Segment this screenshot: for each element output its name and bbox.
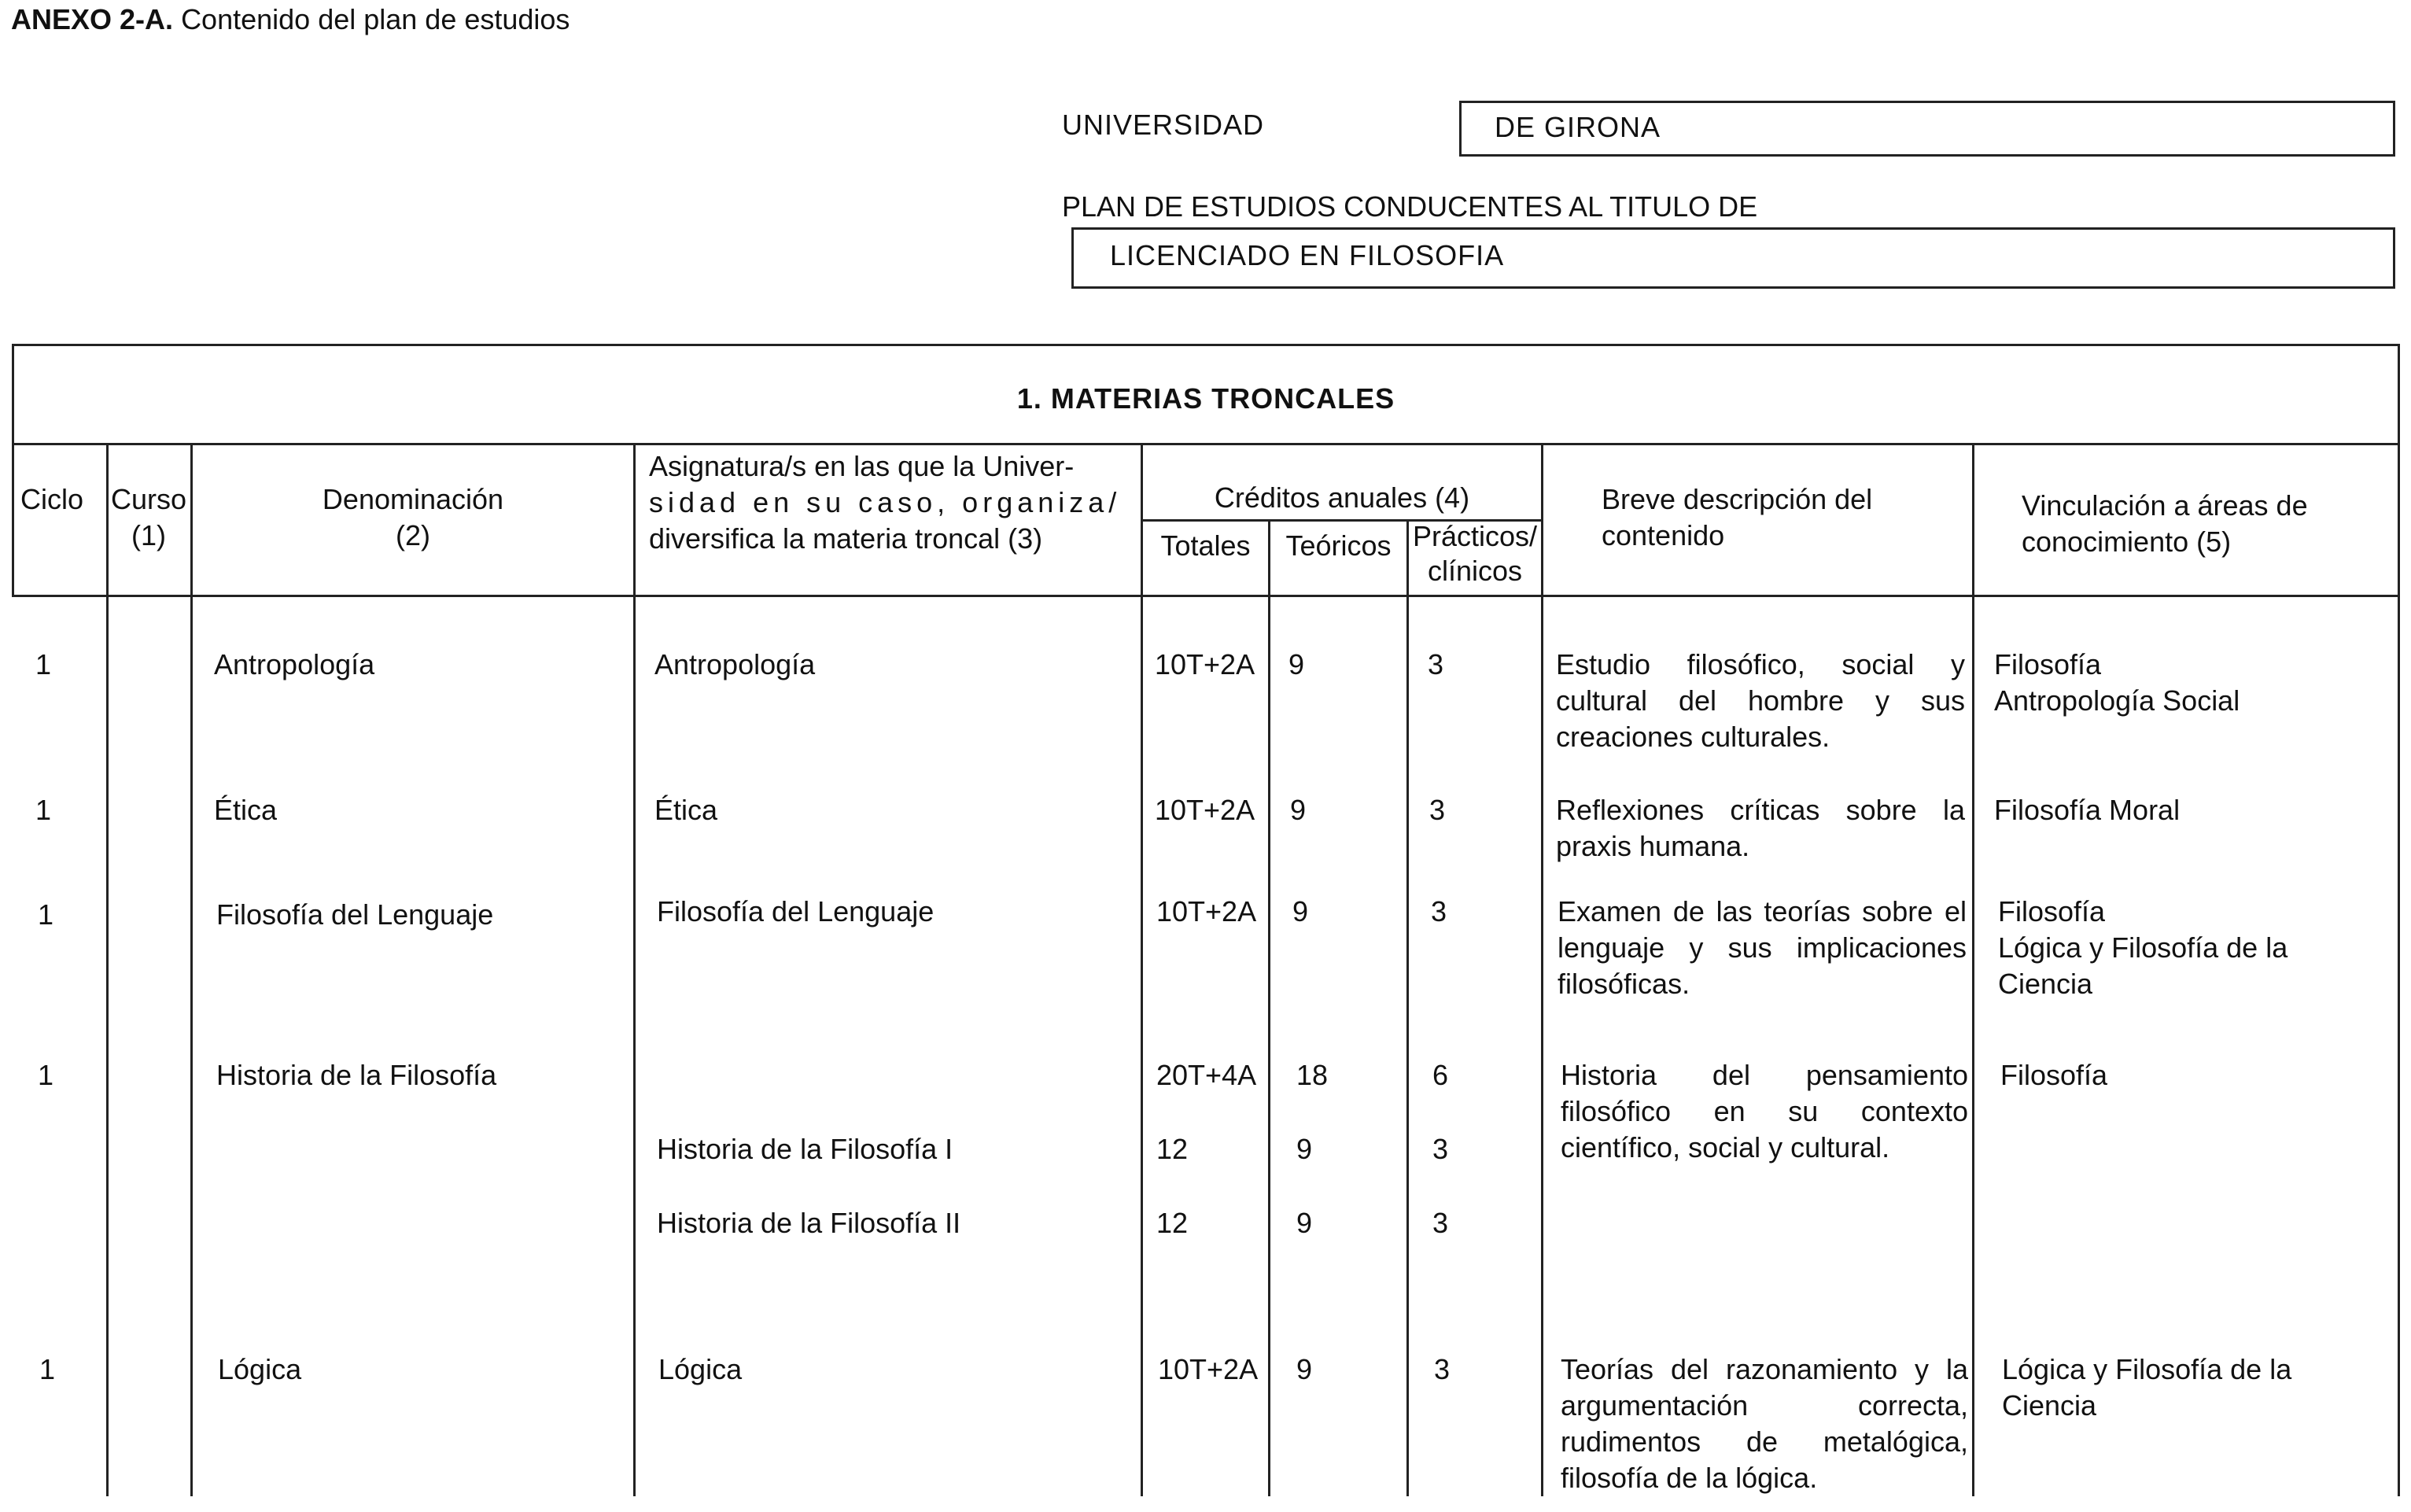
row-teoricos: 9 xyxy=(1296,1207,1313,1239)
col-header-descripcion-line2: contenido xyxy=(1602,519,1725,551)
annex-title: Contenido del plan de estudios xyxy=(181,3,570,35)
col-sep-curso xyxy=(190,443,193,1496)
row-teoricos: 18 xyxy=(1296,1059,1329,1091)
row-descripcion: Examen de las teorías sobre el lenguaje y sus implicaciones filosóficas. xyxy=(1558,895,1967,1000)
row-totales: 12 xyxy=(1156,1133,1189,1165)
row-teoricos: 9 xyxy=(1292,895,1309,927)
row-descripcion: Reflexiones críticas sobre la praxis humana. xyxy=(1556,794,1965,862)
row-totales: 10T+2A xyxy=(1158,1353,1259,1385)
row-practicos: 3 xyxy=(1432,1207,1449,1239)
col-header-teoricos: Teóricos xyxy=(1285,529,1392,562)
row-totales: 10T+2A xyxy=(1156,895,1257,927)
row-asignatura: Historia de la Filosofía II xyxy=(657,1207,961,1239)
university-value: DE GIRONA xyxy=(1495,111,1661,143)
row-practicos: 3 xyxy=(1429,794,1446,826)
title-bottom-border xyxy=(12,443,2400,445)
row-teoricos: 9 xyxy=(1296,1133,1313,1165)
row-vinculacion xyxy=(2002,1352,2392,1424)
row-vinculacion-area: Filosofía Moral xyxy=(1994,794,2181,826)
col-header-asignatura xyxy=(649,448,1121,557)
col-header-denominacion-label: Denominación xyxy=(322,483,504,515)
row-vinculacion-area: Filosofía xyxy=(2000,1059,2108,1091)
col-header-curso-note: (1) xyxy=(131,519,166,551)
row-totales: 20T+4A xyxy=(1156,1059,1257,1091)
col-sep-teoricos xyxy=(1406,519,1409,1496)
col-header-practicos-label: Prácticos/ xyxy=(1412,520,1538,552)
row-practicos: 3 xyxy=(1428,648,1444,680)
row-denominacion: Filosofía del Lenguaje xyxy=(216,898,494,931)
row-vinculacion-area: Filosofía xyxy=(1994,648,2102,680)
col-sep-ciclo xyxy=(106,443,109,1496)
row-ciclo: 1 xyxy=(39,1353,56,1385)
row-practicos: 3 xyxy=(1431,895,1447,927)
row-ciclo: 1 xyxy=(38,1059,54,1091)
header-left-border xyxy=(12,443,14,597)
row-asignatura: Ética xyxy=(654,794,718,826)
table-top-border xyxy=(12,344,2400,346)
row-teoricos: 9 xyxy=(1288,648,1305,680)
col-header-vinculacion-line2: conocimiento (5) xyxy=(2022,526,2232,558)
row-practicos: 3 xyxy=(1432,1133,1449,1165)
row-denominacion: Historia de la Filosofía xyxy=(216,1059,497,1091)
col-header-denominacion xyxy=(193,481,633,554)
col-header-asignatura-line2: sidad en su caso, organiza/ xyxy=(649,486,1122,518)
col-header-descripcion xyxy=(1602,481,1872,554)
col-header-clinicos-label: clínicos xyxy=(1427,555,1523,587)
row-vinculacion-area: Antropología Social xyxy=(1994,684,2240,717)
plan-label: PLAN DE ESTUDIOS CONDUCENTES AL TITULO DE xyxy=(1062,190,1758,223)
col-header-ciclo: Ciclo xyxy=(20,483,84,515)
row-vinculacion xyxy=(2000,1057,2107,1093)
col-sep-totales xyxy=(1268,519,1270,1496)
annex-label: ANEXO 2-A. xyxy=(11,3,174,35)
col-header-denominacion-note: (2) xyxy=(396,519,430,551)
col-header-vinculacion-line1: Vinculación a áreas de xyxy=(2022,489,2308,522)
row-practicos: 3 xyxy=(1434,1353,1451,1385)
row-totales: 10T+2A xyxy=(1155,794,1255,826)
university-label: UNIVERSIDAD xyxy=(1062,109,1265,141)
row-ciclo: 1 xyxy=(35,648,52,680)
row-vinculacion-area: Lógica y Filosofía de la Ciencia xyxy=(1998,931,2288,1000)
row-descripcion: Historia del pensamiento filosófico en su contexto científico, social y cultural. xyxy=(1561,1059,1968,1164)
table-title: 1. MATERIAS TRONCALES xyxy=(1016,382,1395,415)
table-right-border xyxy=(2398,344,2400,1496)
row-denominacion: Ética xyxy=(214,794,278,826)
row-totales: 12 xyxy=(1156,1207,1189,1239)
row-denominacion: Antropología xyxy=(214,648,375,680)
header-bottom-border xyxy=(12,595,2400,597)
col-header-asignatura-line1: Asignatura/s en las que la Univer- xyxy=(649,450,1075,482)
col-sep-denominacion xyxy=(633,443,636,1496)
row-asignatura: Lógica xyxy=(658,1353,743,1385)
row-vinculacion-area: Filosofía xyxy=(1998,895,2106,927)
row-asignatura: Antropología xyxy=(654,648,816,680)
row-vinculacion xyxy=(1994,647,2240,719)
col-sep-practicos xyxy=(1541,443,1543,1496)
col-sep-descripcion xyxy=(1972,443,1974,1496)
university-box xyxy=(1459,101,2395,157)
row-descripcion: Teorías del razonamiento y la argumentación correcta, rudimentos de metalógica, filosofía de la lógica. xyxy=(1561,1353,1968,1494)
col-header-asignatura-line3: diversifica la materia troncal (3) xyxy=(649,522,1043,555)
row-teoricos: 9 xyxy=(1296,1353,1313,1385)
row-practicos: 6 xyxy=(1432,1059,1449,1091)
col-header-totales: Totales xyxy=(1160,529,1251,562)
row-ciclo: 1 xyxy=(35,794,52,826)
col-header-curso xyxy=(107,481,190,554)
col-header-descripcion-line1: Breve descripción del xyxy=(1602,483,1873,515)
row-asignatura: Filosofía del Lenguaje xyxy=(657,895,935,927)
row-denominacion: Lógica xyxy=(218,1353,302,1385)
plan-box xyxy=(1071,227,2395,289)
row-vinculacion xyxy=(1998,894,2390,1002)
col-header-practicos xyxy=(1409,519,1541,588)
row-ciclo: 1 xyxy=(38,898,54,931)
row-vinculacion-area: Lógica y Filosofía de la Ciencia xyxy=(2002,1353,2292,1422)
row-teoricos: 9 xyxy=(1290,794,1307,826)
plan-value: LICENCIADO EN FILOSOFIA xyxy=(1110,239,1505,271)
row-descripcion: Estudio filosófico, social y cultural del hombre y sus creaciones culturales. xyxy=(1556,648,1965,753)
row-vinculacion xyxy=(1994,792,2180,828)
row-asignatura: Historia de la Filosofía I xyxy=(657,1133,953,1165)
annex-heading xyxy=(11,2,570,38)
col-header-creditos: Créditos anuales (4) xyxy=(1214,481,1470,514)
col-header-vinculacion xyxy=(2022,488,2308,560)
col-header-curso-label: Curso xyxy=(110,483,187,515)
col-sep-asignatura xyxy=(1141,443,1143,1496)
row-totales: 10T+2A xyxy=(1155,648,1255,680)
